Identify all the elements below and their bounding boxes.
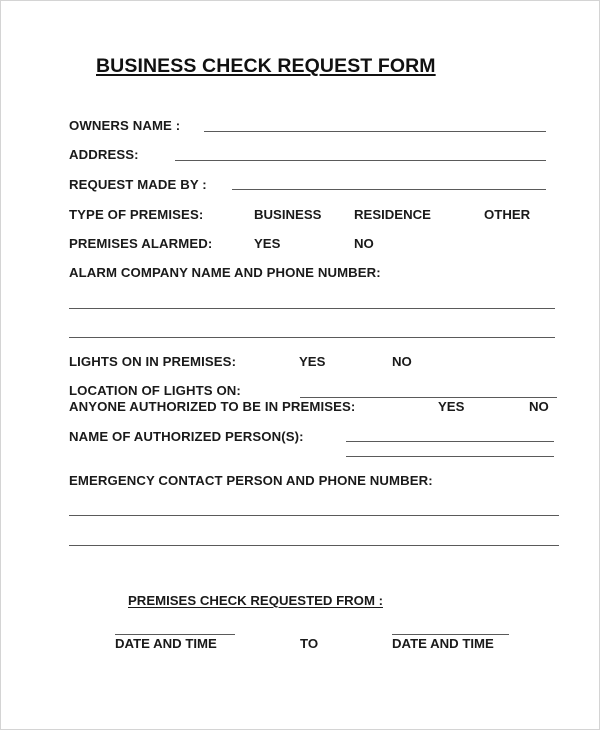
alarm-company-line-1[interactable] (69, 308, 555, 309)
location-of-lights-label: LOCATION OF LIGHTS ON: (69, 383, 241, 398)
premises-option-residence[interactable]: RESIDENCE (354, 207, 431, 222)
lights-option-yes[interactable]: YES (299, 354, 326, 369)
premises-option-business[interactable]: BUSINESS (254, 207, 322, 222)
from-date-time-label: DATE AND TIME (115, 636, 217, 651)
address-field[interactable] (175, 160, 546, 161)
lights-on-label: LIGHTS ON IN PREMISES: (69, 354, 237, 369)
to-date-time-label: DATE AND TIME (392, 636, 494, 651)
authorized-persons-label: NAME OF AUTHORIZED PERSON(S): (69, 429, 304, 444)
form-title: BUSINESS CHECK REQUEST FORM (96, 55, 436, 77)
emergency-contact-line-1[interactable] (69, 515, 559, 516)
to-date-time-field[interactable] (392, 634, 509, 635)
lights-option-no[interactable]: NO (392, 354, 412, 369)
request-made-by-field[interactable] (232, 189, 546, 190)
alarmed-option-yes[interactable]: YES (254, 236, 281, 251)
authorized-persons-line-1[interactable] (346, 441, 554, 442)
authorized-persons-line-2[interactable] (346, 456, 554, 457)
anyone-authorized-label: ANYONE AUTHORIZED TO BE IN PREMISES: (69, 399, 356, 414)
type-of-premises-label: TYPE OF PREMISES: (69, 207, 204, 222)
authorized-option-no[interactable]: NO (529, 399, 549, 414)
check-period-heading: PREMISES CHECK REQUESTED FROM : (128, 593, 383, 608)
owners-name-field[interactable] (204, 131, 546, 132)
alarm-company-label: ALARM COMPANY NAME AND PHONE NUMBER: (69, 265, 381, 280)
alarmed-option-no[interactable]: NO (354, 236, 374, 251)
request-made-by-label: REQUEST MADE BY : (69, 177, 207, 192)
authorized-option-yes[interactable]: YES (438, 399, 465, 414)
emergency-contact-line-2[interactable] (69, 545, 559, 546)
owners-name-label: OWNERS NAME : (69, 118, 181, 133)
premises-option-other[interactable]: OTHER (484, 207, 531, 222)
premises-alarmed-label: PREMISES ALARMED: (69, 236, 213, 251)
from-date-time-field[interactable] (115, 634, 235, 635)
address-label: ADDRESS: (69, 147, 139, 162)
location-of-lights-field[interactable] (300, 397, 557, 398)
alarm-company-line-2[interactable] (69, 337, 555, 338)
emergency-contact-label: EMERGENCY CONTACT PERSON AND PHONE NUMBER: (69, 473, 433, 488)
to-separator: TO (300, 636, 319, 651)
